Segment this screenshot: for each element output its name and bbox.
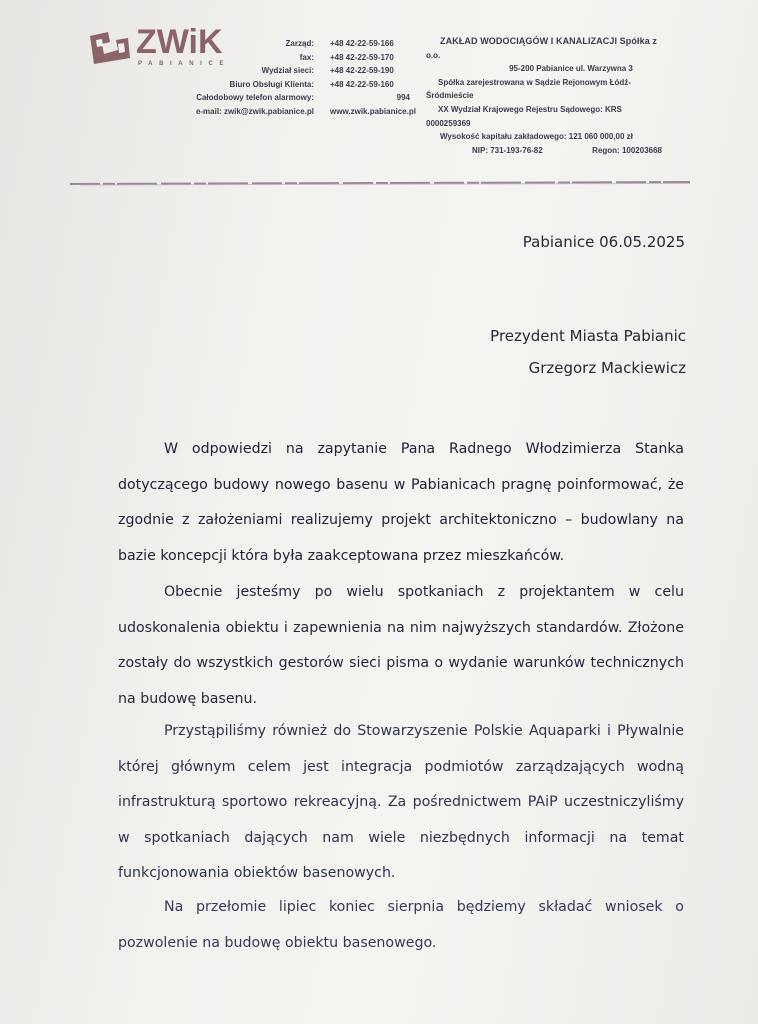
email-line: e-mail: zwik@zwik.pabianice.pl [195,106,314,116]
phone-value: +48 42-22-59-166 [330,39,394,48]
body-paragraph: Przystąpiliśmy również do Stowarzyszenie Polskie Aquaparki i Pływalnie której głównym celem jest integracja podmiotów zarządzających wodną infrastrukturą sportowo rekreacyjną. Za pośrednictwem PAiP uczestniczyliśmy w spotkaniach dających nam wiele niezbędnych informacji na temat funkcjonowania obiektów basenowych. [118,723,684,881]
letter-date: Pabianice 06.05.2025 [522,233,685,251]
body-paragraph: Na przełomie lipiec koniec sierpnia będziemy składać wniosek o pozwolenie na budowę obiektu basenowego. [118,899,684,951]
logo-subtext: PABIANICE [138,61,230,67]
logo-text: ZWiK [136,23,223,61]
emergency-phone-value: 994 [396,93,410,103]
recipient-name: Grzegorz Mackiewicz [528,359,686,377]
body-paragraph: W odpowiedzi na zapytanie Pana Radnego Włodzimierza Stanka dotyczącego budowy nowego basenu w Pabianicach pragnę poinformować, że zgodnie z założeniami realizujemy projekt architektoniczno – budowlany na bazie koncepcji która była zaakceptowana przez mieszkańców. [118,441,684,564]
contact-label: fax: [299,52,314,62]
body-paragraph: Obecnie jesteśmy po wielu spotkaniach z projektantem w celu udoskonalenia obiektu i zapewnienia na nim najwyższych standardów. Złożone zostały do wszystkich gestorów sieci pisma o wydanie warunków technicznych na budowę basenu. [118,584,684,707]
company-name-cont: o.o. [426,50,441,60]
contact-label: Biuro Obsługi Klienta: [229,79,314,89]
company-registration: Spółka zarejestrowana w Sądzie Rejonowym Łódź- [438,77,631,87]
company-nip: NIP: 731-193-76-82 [472,145,543,155]
company-address: 95-200 Pabianice ul. Warzywna 3 [509,64,633,74]
company-capital: Wysokość kapitału zakładowego: 121 060 000,00 zł [440,132,633,142]
contact-values [330,37,426,119]
company-regon: Regon: 100203668 [592,145,662,155]
letterhead-divider [70,180,690,186]
company-name: ZAKŁAD WODOCIĄGÓW I KANALIZACJI Spółka z [440,36,657,46]
fax-value: +48 42-22-59-170 [330,52,394,62]
company-registration-cont: Śródmieście [426,91,474,101]
logo-mark-icon [88,28,132,66]
phone-value: +48 42-22-59-160 [330,79,394,89]
contact-label: Całodobowy telefon alarmowy: [196,93,314,103]
contact-label: Zarząd: [285,39,314,48]
company-tax-ids [426,144,676,158]
company-krs: XX Wydział Krajowego Rejestru Sądowego: KRS [438,104,622,114]
phone-value: +48 42-22-59-190 [330,66,394,76]
contact-label: Wydział sieci: [261,66,314,76]
company-krs-number: 0000259369 [426,118,471,128]
website-value: www.zwik.pabianice.pl [330,106,416,116]
recipient-title: Prezydent Miasta Pabianic [490,327,686,345]
contact-labels [170,37,314,119]
company-info [426,35,676,157]
